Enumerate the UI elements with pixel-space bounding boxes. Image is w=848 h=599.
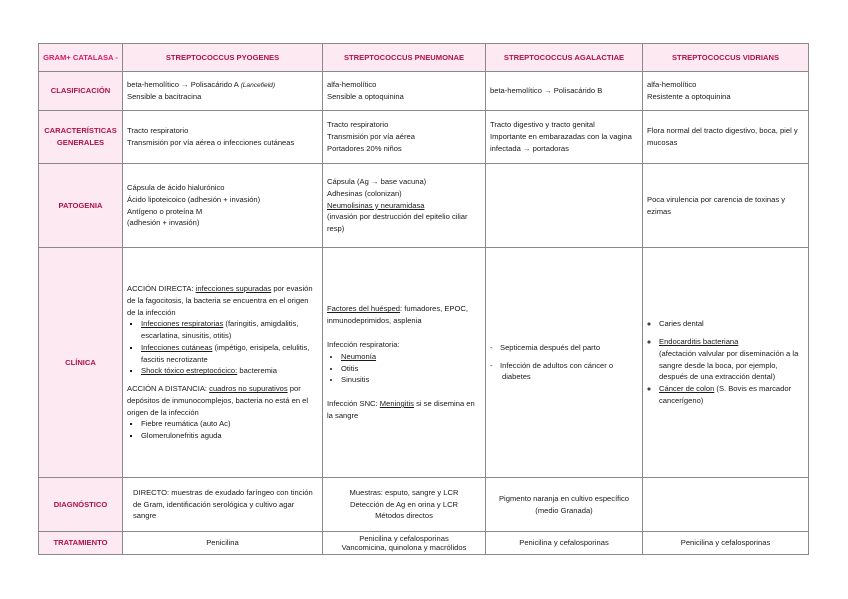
text: (S. Bovis es marcador cancerígeno) — [659, 384, 792, 405]
text: Endocarditis bacteriana — [659, 337, 739, 347]
text: Sensible a optoquinina — [327, 92, 404, 101]
cell-diagnostico-agalactiae: Pigmento naranja en cultivo específico (medio Granada) — [486, 478, 643, 532]
cell-clasificacion-viridans — [643, 72, 809, 111]
text: Tracto digestivo y tracto genital — [490, 120, 595, 130]
cell-caracteristicas-pneumonae — [323, 111, 486, 164]
col-header-pyogenes: STREPTOCOCCUS PYOGENES — [123, 44, 323, 72]
accion-distancia — [127, 383, 318, 418]
list-item: • Sinusitis — [341, 374, 481, 386]
text: Importante en embarazadas con la vagina infectada → portadoras — [490, 132, 632, 153]
text: Detección de Ag en orina y LCR — [349, 499, 459, 509]
resp-list — [327, 351, 481, 386]
text: beta-hemolítico → Polisacárido B — [490, 86, 603, 96]
cell-tratamiento-viridans: Penicilina y cefalosporinas — [643, 532, 809, 555]
text: Sensible a bacitracina — [127, 92, 202, 102]
text: beta-hemolítico → Polisacárido A — [127, 80, 239, 89]
text: alfa-hemolítico — [327, 80, 377, 90]
row-label-tratamiento: TRATAMIENTO — [39, 532, 123, 555]
text: cuadros no supurativos — [209, 384, 288, 394]
row-caracteristicas — [39, 111, 809, 164]
text: Cápsula (Ag → base vacuna) — [327, 177, 427, 187]
list-item — [141, 342, 318, 366]
row-label-diagnostico: DIAGNÓSTICO — [39, 478, 123, 532]
corner-header: GRAM+ CATALASA - — [39, 44, 123, 72]
text: Infección respiratoria: — [327, 339, 400, 349]
text: Transmisión por vía aérea o infecciones cutáneas — [127, 138, 295, 147]
list-item — [141, 365, 318, 377]
cell-caracteristicas-agalactiae — [486, 111, 643, 164]
text: Flora normal del tracto digestivo, boca, piel y mucosas — [647, 126, 798, 147]
text: Antígeno o proteína M — [127, 206, 203, 216]
row-patogenia — [39, 164, 809, 248]
streptococcus-comparison-table — [38, 43, 809, 555]
cell-caracteristicas-viridans — [643, 111, 809, 164]
text: Vancomicina, quinolona y macrólidos — [341, 543, 467, 553]
text: ACCIÓN A DISTANCIA: — [127, 384, 210, 394]
text: Portadores 20% niños — [327, 143, 402, 153]
text: Muestras: esputo, sangre y LCR — [349, 487, 459, 497]
cell-tratamiento-agalactiae: Penicilina y cefalosporinas — [486, 532, 643, 555]
cell-patogenia-agalactiae — [486, 164, 643, 248]
cell-clinica-pyogenes — [123, 248, 323, 478]
lancefield-note: (Lancefield) — [240, 82, 276, 89]
text: Cáncer de colon — [659, 384, 715, 394]
text: Neumolisinas y neuramidasa — [327, 200, 425, 210]
list-item: • Neumonía — [341, 351, 481, 363]
cell-tratamiento-pyogenes: Penicilina — [123, 532, 323, 555]
text: Shock tóxico estreptocócico: — [141, 366, 238, 376]
cell-clinica-viridans — [643, 248, 809, 478]
cell-tratamiento-pneumonae — [323, 532, 486, 555]
text: por evasión de la fagocitosis, la bacteria se encuentra en el origen de la infección — [127, 284, 313, 317]
cell-diagnostico-viridans — [643, 478, 809, 532]
list-item: ◦ Caries dental — [659, 318, 804, 330]
text: Factores del huésped — [327, 304, 401, 314]
viridans-list — [647, 318, 804, 406]
text: si se disemina en la sangre — [327, 399, 475, 420]
text: Meningitis — [379, 399, 414, 409]
list-item — [659, 383, 804, 407]
list-item — [659, 336, 804, 383]
row-clasificacion — [39, 72, 809, 111]
factores-huesped — [327, 303, 481, 327]
text: Tracto respiratorio — [327, 120, 389, 130]
text: bacteremia — [237, 366, 277, 376]
row-label-clinica: CLÍNICA — [39, 248, 123, 478]
infeccion-snc — [327, 398, 481, 422]
text: (impétigo, erisipela, celulitis, fascitis necrotizante — [141, 342, 310, 364]
row-clinica — [39, 248, 809, 478]
directa-list — [127, 318, 318, 377]
accion-directa — [127, 283, 318, 318]
list-item — [141, 318, 318, 342]
text: Cápsula de ácido hialurónico — [127, 182, 225, 192]
cell-patogenia-pyogenes — [123, 164, 323, 248]
cell-diagnostico-pneumonae — [323, 478, 486, 532]
agalactiae-list — [490, 342, 638, 383]
text: Penicilina y cefalosporinas — [359, 534, 449, 543]
text: Ácido lipoteicoico (adhesión + invasión) — [127, 194, 261, 204]
text: ACCIÓN DIRECTA: — [127, 284, 196, 294]
row-diagnostico — [39, 478, 809, 532]
text: Infecciones respiratorias — [141, 319, 224, 329]
row-tratamiento — [39, 532, 809, 555]
col-header-viridans: STREPTOCOCCUS VIDRIANS — [643, 44, 809, 72]
text: Adhesinas (colonizan) — [327, 188, 402, 198]
text: Métodos directos — [375, 511, 433, 521]
text: Infecciones cutáneas — [141, 342, 213, 352]
row-label-patogenia: PATOGENIA — [39, 164, 123, 248]
col-header-pneumonae: STREPTOCOCCUS PNEUMONAE — [323, 44, 486, 72]
distancia-list — [127, 418, 318, 442]
list-item: - Septicemia después del parto — [502, 342, 638, 354]
text: (invasión por destrucción del epitelio ciliar resp) — [327, 212, 468, 234]
list-item: • Otitis — [341, 363, 481, 375]
header-row — [39, 44, 809, 72]
cell-patogenia-pneumonae — [323, 164, 486, 248]
text: infecciones supuradas — [195, 284, 272, 294]
row-label-clasificacion: CLASIFICACIÓN — [39, 72, 123, 111]
text: Resistente a optoquinina — [647, 92, 731, 101]
cell-diagnostico-pyogenes: DIRECTO: muestras de exudado faríngeo con tinción de Gram, identificación serológica y cultivo agar sangre — [123, 478, 323, 532]
list-item: ▪ Glomerulonefritis aguda — [141, 430, 318, 442]
text: Poca virulencia por carencia de toxinas y ezimas — [647, 194, 786, 216]
cell-clasificacion-agalactiae — [486, 72, 643, 111]
cell-clinica-agalactiae — [486, 248, 643, 478]
cell-clinica-pneumonae — [323, 248, 486, 478]
text: (afectación valvular por diseminación a la sangre desde la boca, por ejemplo, después de una extracción dental) — [659, 348, 799, 382]
row-label-caracteristicas: CARACTERÍSTICAS GENERALES — [39, 111, 123, 164]
cell-clasificacion-pneumonae — [323, 72, 486, 111]
col-header-agalactiae: STREPTOCOCCUS AGALACTIAE — [486, 44, 643, 72]
text: (adhesión + invasión) — [127, 218, 200, 228]
text: por depósitos de inmunocomplejos, bacteria no está en el origen de la infección — [127, 384, 309, 417]
cell-patogenia-viridans — [643, 164, 809, 248]
text: Tracto respiratorio — [127, 126, 189, 136]
text: Transmisión por vía aérea — [327, 132, 415, 142]
text: (faringitis, amigdalitis, escarlatina, sinusitis, otitis) — [141, 319, 299, 341]
list-item: ▪ Fiebre reumática (auto Ac) — [141, 418, 318, 430]
text: alfa-hemolítico — [647, 80, 697, 90]
text: : fumadores, EPOC, inmunodeprimidos, asplenia — [327, 304, 468, 326]
cell-clasificacion-pyogenes — [123, 72, 323, 111]
list-item: - Infección de adultos con cáncer o diabetes — [502, 360, 638, 384]
text: Infección SNC: — [327, 399, 380, 409]
cell-caracteristicas-pyogenes — [123, 111, 323, 164]
